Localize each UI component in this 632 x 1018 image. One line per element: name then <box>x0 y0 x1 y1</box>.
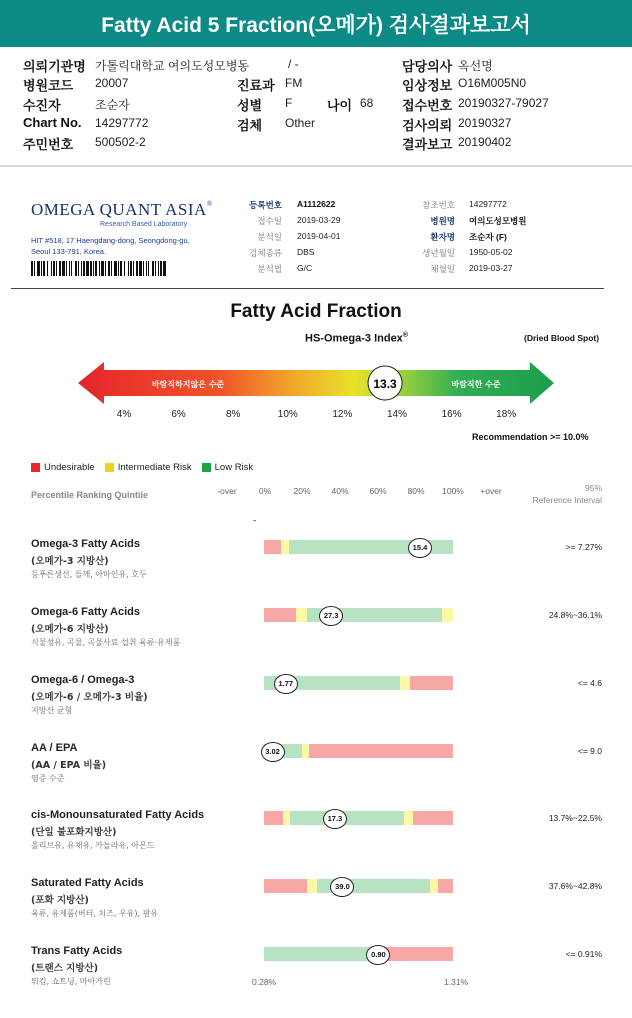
lab-logo: OMEGA QUANT ASIA® <box>31 200 213 219</box>
scale-label-6: 16% <box>441 409 462 420</box>
row-korean-1: (오메가-6 지방산) <box>31 624 109 635</box>
header3-label-0: 담당의사 <box>402 59 453 74</box>
age-label: 나이 <box>327 98 353 113</box>
legend-label-2: Low Risk <box>214 462 254 473</box>
legend <box>31 457 263 476</box>
row-korean-6: (트랜스 지방산) <box>31 963 99 974</box>
row-bar-seg-2-2 <box>410 676 454 690</box>
row-bar-seg-4-0 <box>264 811 283 825</box>
header3-label-4: 결과보고 <box>402 137 453 152</box>
row-korean-5: (포화 지방산) <box>31 895 89 906</box>
legend-swatch-2 <box>202 463 211 472</box>
header2-label-3: 검체 <box>237 118 263 133</box>
title-bar <box>0 0 632 47</box>
row-korean-4: (단일 불포화지방산) <box>31 827 117 838</box>
scale-label-0: 4% <box>116 409 132 420</box>
header-label-2: 수진자 <box>23 98 61 113</box>
percentile-label-7: +over <box>480 486 502 496</box>
legend-swatch-0 <box>31 463 40 472</box>
legend-label-0: Undesirable <box>44 462 95 473</box>
info-right-value-2: 조순자 (F) <box>469 232 507 242</box>
header-label-4: 주민번호 <box>23 137 74 152</box>
index-title-text: HS-Omega-3 Index <box>305 332 403 345</box>
row-bar-3 <box>264 744 453 758</box>
scale-label-5: 14% <box>386 409 407 420</box>
row-desc-6: 튀김, 쇼트닝, 마아가린 <box>31 977 111 986</box>
row-bar-seg-1-0 <box>264 608 297 622</box>
percentile-label-4: 60% <box>369 486 387 496</box>
info-left-label-4: 분석법 <box>257 264 282 274</box>
scale-label-1: 6% <box>171 409 186 420</box>
header3-label-3: 검사의뢰 <box>402 118 453 133</box>
row-bar-seg-5-1 <box>307 879 317 893</box>
section-title: Fatty Acid Fraction <box>230 301 402 322</box>
info-left-label-3: 검체종류 <box>249 248 282 258</box>
row-value-marker-4: 17.3 <box>323 809 347 829</box>
lab-address-line2: Seoul 133-791, Korea. <box>31 247 107 256</box>
row-korean-2: (오메가-6 / 오메가-3 비율) <box>31 692 148 703</box>
lab-tagline: Research Based Laboratory <box>100 221 188 228</box>
row-bar-seg-5-4 <box>438 879 454 893</box>
info-right-value-1: 여의도성모병원 <box>469 216 527 226</box>
header-label-3: Chart No. <box>23 115 82 130</box>
info-left-value-2: 2019-04-01 <box>297 231 341 241</box>
percentile-label-6: 100% <box>442 486 464 496</box>
legend-item-0 <box>31 462 95 473</box>
header3-label-2: 접수번호 <box>402 98 453 113</box>
row-name-4: cis-Monounsaturated Fatty Acids <box>31 809 205 821</box>
row-bar-1 <box>264 608 453 622</box>
header3-value-2: 20190327-79027 <box>458 96 549 110</box>
quintile-title: Percentile Ranking Quintile <box>31 490 149 500</box>
lab-logo-text: OMEGA QUANT ASIA <box>31 200 207 219</box>
legend-swatch-1 <box>105 463 114 472</box>
scale-label-7: 18% <box>496 409 517 420</box>
trans-min-label: 0.28% <box>252 977 277 987</box>
arrow-left-label: 바람직하지않은 수준 <box>151 380 225 389</box>
header-value-4: 500502-2 <box>95 135 146 149</box>
info-right-label-0: 참조번호 <box>422 200 455 210</box>
info-left-value-3: DBS <box>297 247 315 257</box>
header3-value-3: 20190327 <box>458 116 512 130</box>
arrow-right-label: 바람직한 수준 <box>451 380 501 389</box>
row-value-marker-0: 15.4 <box>408 538 432 558</box>
row-bar-seg-4-3 <box>404 811 414 825</box>
row-ref-6: <= 0.91% <box>565 949 602 959</box>
info-right-value-0: 14297772 <box>469 199 507 209</box>
lab-address-line1: HIT #518, 17 Haengdang-dong, Seongdong-gu, <box>31 236 190 245</box>
index-title-reg: ® <box>402 332 408 339</box>
percentile-label-5: 80% <box>407 486 425 496</box>
header2-value-1: FM <box>285 76 303 90</box>
row-ref-4: 13.7%~22.5% <box>548 813 602 823</box>
row-name-1: Omega-6 Fatty Acids <box>31 606 141 618</box>
info-right-label-2: 환자명 <box>430 232 455 242</box>
row-ref-0: >= 7.27% <box>565 542 602 552</box>
header-value-2: 조순자 <box>95 98 130 112</box>
header-label-1: 병원코드 <box>23 78 74 93</box>
row-ref-1: 24.8%~36.1% <box>548 610 602 620</box>
age-value: 68 <box>360 96 374 110</box>
ref-title-1: 95% <box>584 483 602 493</box>
header3-value-0: 옥선명 <box>458 59 493 73</box>
row-bar-seg-3-2 <box>309 744 453 758</box>
row-name-6: Trans Fatty Acids <box>31 945 123 957</box>
header2-label-1: 진료과 <box>237 78 275 93</box>
barcode <box>31 261 169 276</box>
row-bar-5 <box>264 879 453 893</box>
percentile-label-3: 40% <box>331 486 349 496</box>
info-right-label-1: 병원명 <box>430 216 455 226</box>
row-korean-0: (오메가-3 지방산) <box>31 556 109 567</box>
index-marker <box>368 366 402 400</box>
trans-max-label: 1.31% <box>444 977 469 987</box>
info-left-label-1: 접수일 <box>257 216 282 226</box>
row-bar-seg-1-1 <box>296 608 308 622</box>
row-desc-5: 육류, 유제품(버터, 치즈, 우유), 팜유 <box>31 909 159 918</box>
row-value-marker-1: 27.3 <box>319 606 343 626</box>
row-bar-seg-0-0 <box>264 540 282 554</box>
row-name-0: Omega-3 Fatty Acids <box>31 538 141 550</box>
info-left-value-4: G/C <box>297 263 313 273</box>
info-right-value-4: 2019-03-27 <box>469 263 513 273</box>
scale-label-3: 10% <box>277 409 298 420</box>
info-left-value-0: A1112622 <box>297 199 336 209</box>
row-value-marker-5: 39.0 <box>330 877 354 897</box>
header3-value-1: O16M005N0 <box>458 76 527 90</box>
row-value-marker-3: 3.02 <box>261 742 285 762</box>
row-desc-2: 지방산 균형 <box>31 706 73 715</box>
info-left-label-2: 분석일 <box>257 232 282 242</box>
row-ref-3: <= 9.0 <box>577 746 602 756</box>
row-bar-seg-5-0 <box>264 879 308 893</box>
page-title: Fatty Acid 5 Fraction(오메가) 검사결과보고서 <box>101 14 531 37</box>
row-bar-6 <box>264 947 453 961</box>
dash-mark: - <box>253 516 257 526</box>
row-bar-seg-2-1 <box>400 676 410 690</box>
index-title <box>305 332 408 345</box>
row-korean-3: (AA / EPA 비율) <box>31 760 107 771</box>
header3-value-4: 20190402 <box>458 135 512 149</box>
header2-value-0: / - <box>288 57 299 71</box>
report-rule <box>11 288 604 289</box>
row-value-marker-2: 1.77 <box>274 674 298 694</box>
row-name-2: Omega-6 / Omega-3 <box>31 674 135 686</box>
info-right-label-3: 생년월일 <box>422 248 455 258</box>
row-desc-4: 올리브유, 유채유, 카놀라유, 아몬드 <box>31 841 155 850</box>
index-value: 13.3 <box>373 377 397 391</box>
scale-label-4: 12% <box>332 409 353 420</box>
row-desc-3: 염증 수준 <box>31 774 65 783</box>
row-bar-seg-4-2 <box>290 811 404 825</box>
row-bar-0 <box>264 540 453 554</box>
ref-title-2: Reference Interval <box>532 495 602 505</box>
row-name-5: Saturated Fatty Acids <box>31 877 144 889</box>
percentile-label-1: 0% <box>258 486 272 496</box>
header2-value-2: F <box>285 96 293 110</box>
recommendation: Recommendation >= 10.0% <box>472 432 589 442</box>
divider <box>0 165 632 167</box>
row-name-3: AA / EPA <box>31 742 78 754</box>
row-value-marker-6: 0.90 <box>366 945 390 965</box>
info-right-label-4: 채혈일 <box>430 264 455 274</box>
info-right-value-3: 1950-05-02 <box>469 247 513 257</box>
omega3-index-gauge <box>78 360 556 406</box>
header-value-3: 14297772 <box>95 116 149 130</box>
scale-label-2: 8% <box>225 409 241 420</box>
legend-item-1 <box>105 462 192 473</box>
dried-blood-spot-label: (Dried Blood Spot) <box>524 333 600 343</box>
percentile-label-2: 20% <box>293 486 311 496</box>
row-bar-seg-6-0 <box>264 947 370 961</box>
legend-item-2 <box>202 462 254 473</box>
legend-label-1: Intermediate Risk <box>117 462 192 473</box>
info-left-value-1: 2019-03-29 <box>297 215 341 225</box>
header-value-1: 20007 <box>95 76 129 90</box>
row-bar-4 <box>264 811 453 825</box>
header3-label-1: 임상정보 <box>402 78 453 93</box>
row-ref-2: <= 4.6 <box>577 678 602 688</box>
header2-label-2: 성별 <box>237 98 263 113</box>
row-bar-seg-1-3 <box>442 608 454 622</box>
row-bar-seg-4-4 <box>413 811 453 825</box>
header2-value-3: Other <box>285 116 316 130</box>
header-value-0: 가톨릭대학교 여의도성모병동 <box>95 59 250 73</box>
percentile-label-0: -over <box>217 486 237 496</box>
header-label-0: 의뢰기관명 <box>23 59 86 74</box>
row-bar-2 <box>264 676 453 690</box>
row-ref-5: 37.6%~42.8% <box>548 881 602 891</box>
info-left-label-0: 등록번호 <box>249 200 282 210</box>
row-desc-0: 등푸른생선, 들깨, 아마인유, 호두 <box>31 570 147 579</box>
row-desc-1: 식물성유, 곡물, 곡물사료 섭취 육류·유제품 <box>31 638 181 647</box>
